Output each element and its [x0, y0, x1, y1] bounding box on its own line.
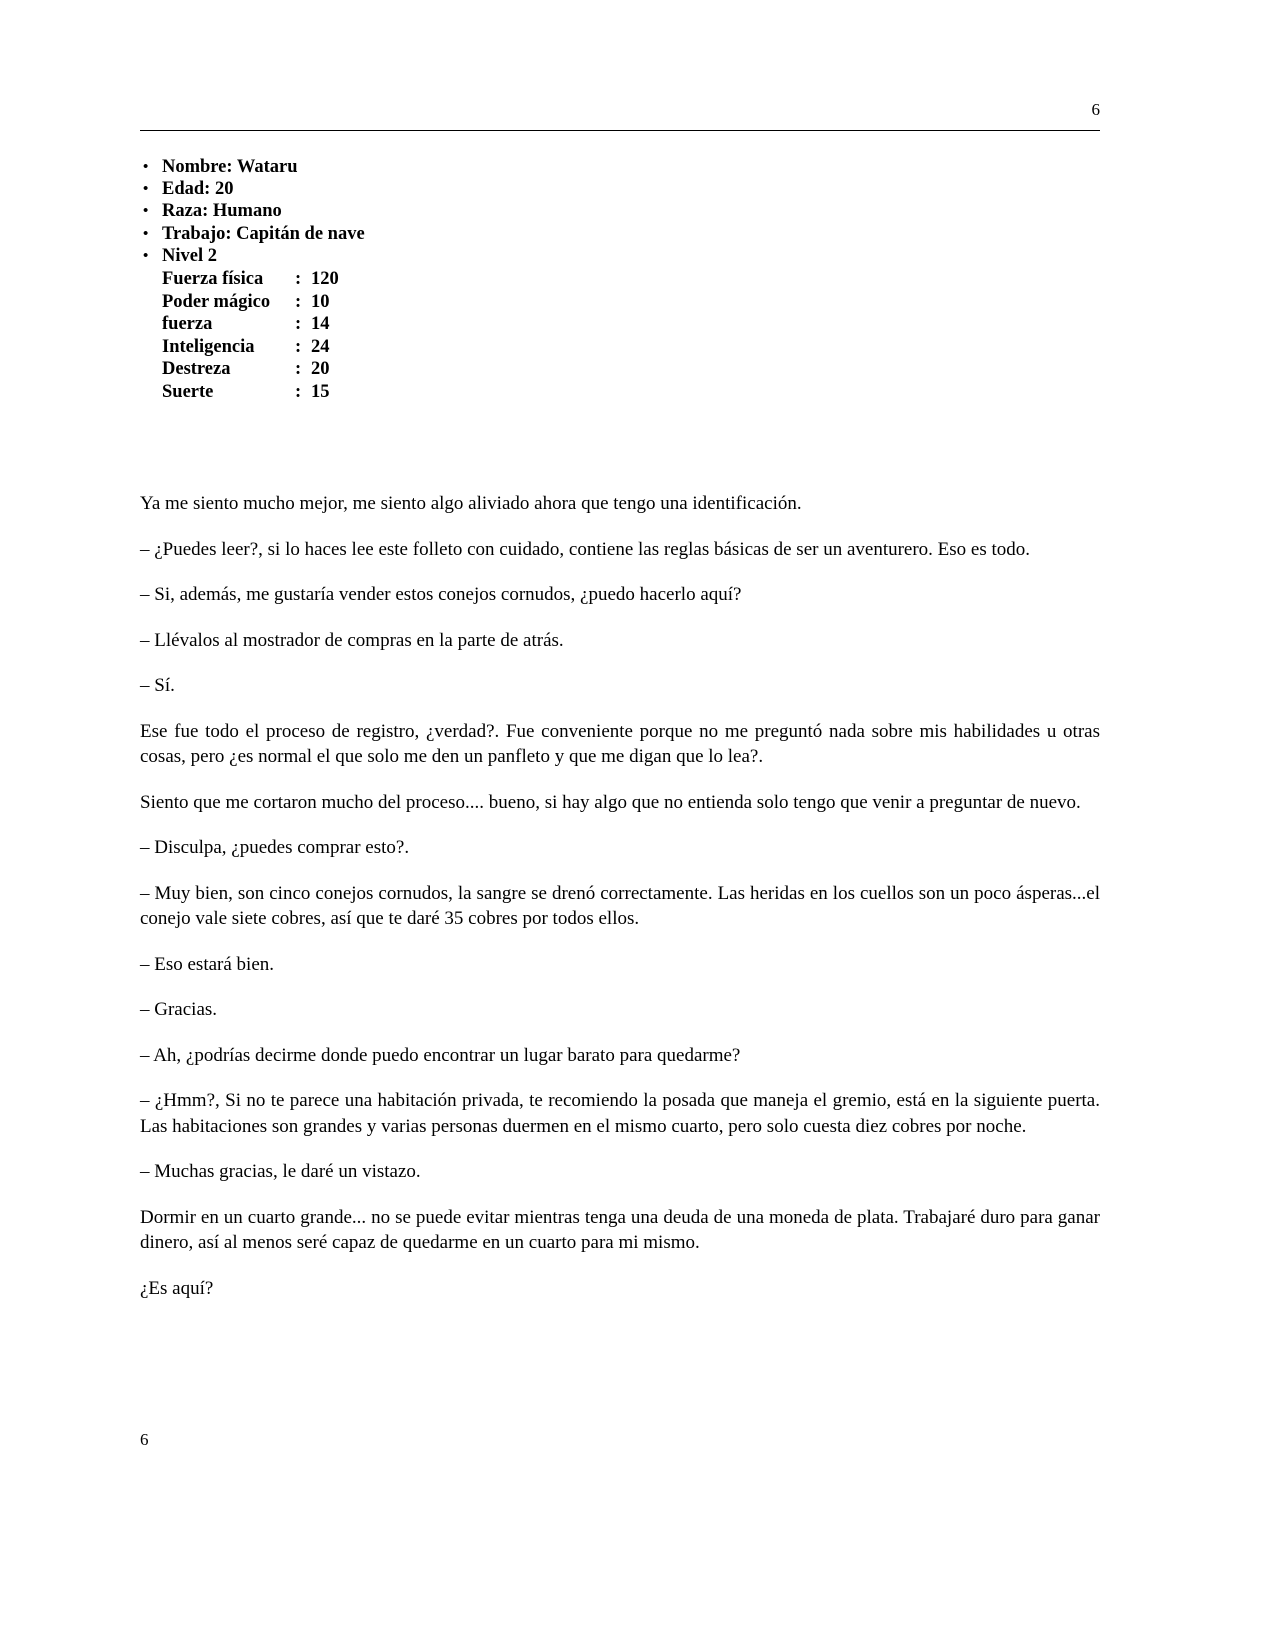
paragraph: – Muy bien, son cinco conejos cornudos, la sangre se drenó correctamente. Las heridas en los cuellos son un poco ásperas...el conejo vale siete cobres, así que te daré 35 cobres por todos ellos.: [140, 882, 1100, 930]
character-bullet-list: [140, 156, 1100, 267]
header-page-number: 6: [1091, 100, 1100, 119]
paragraph: Ese fue todo el proceso de registro, ¿verdad?. Fue conveniente porque no me preguntó nada sobre mis habilidades u otras cosas, pero ¿es normal el que solo me den un panfleto y que me digan que lo lea?.: [140, 720, 1100, 768]
paragraph: – Llévalos al mostrador de compras en la parte de atrás.: [140, 629, 564, 651]
stat-label: Destreza: [162, 359, 231, 380]
body-text: [140, 491, 1100, 1301]
stat-label: Suerte: [162, 381, 214, 402]
paragraph: – Disculpa, ¿puedes comprar esto?.: [140, 837, 410, 859]
header-divider: [140, 130, 1100, 131]
paragraph: – ¿Hmm?, Si no te parece una habitación privada, te recomiendo la posada que maneja el gremio, está en la siguiente puerta. Las habitaciones son grandes y varias personas duermen en el mismo cuarto, pero solo cuesta diez cobres por noche.: [140, 1090, 1100, 1137]
page-content: [140, 100, 1100, 1301]
list-item: • Nombre: Wataru: [140, 156, 1100, 178]
paragraph: – ¿Puedes leer?, si lo haces lee este folleto con cuidado, contiene las reglas básicas de ser un aventurero. Eso es todo.: [140, 538, 1031, 560]
stat-value: 120: [311, 269, 339, 290]
stat-value: 20: [311, 359, 330, 380]
paragraph: ¿Es aquí?: [140, 1277, 214, 1299]
stat-label: fuerza: [162, 314, 213, 335]
stat-label: Inteligencia: [162, 336, 255, 357]
stat-separator: :: [295, 314, 302, 335]
paragraph: – Si, además, me gustaría vender estos conejos cornudos, ¿puedo hacerlo aquí?: [140, 584, 742, 606]
stat-separator: :: [295, 269, 302, 290]
list-item: • Nivel 2: [140, 245, 1100, 267]
list-item: • Trabajo: Capitán de nave: [140, 223, 1100, 245]
stat-label: Poder mágico: [162, 291, 271, 312]
stat-value: 14: [311, 314, 330, 335]
footer-page-number: 6: [140, 1430, 149, 1449]
table-row: [162, 313, 1100, 336]
stat-value: 24: [311, 336, 330, 357]
stat-separator: :: [295, 336, 302, 357]
stat-separator: :: [295, 359, 302, 380]
stat-separator: :: [295, 291, 302, 312]
stat-separator: :: [295, 381, 302, 402]
stat-value: 15: [311, 381, 330, 402]
table-row: [162, 268, 1100, 291]
page-header: [140, 100, 1100, 134]
paragraph: – Sí.: [140, 675, 175, 697]
paragraph: – Gracias.: [140, 999, 218, 1021]
list-item: • Raza: Humano: [140, 200, 1100, 222]
stat-value: 10: [311, 291, 330, 312]
table-row: [162, 358, 1100, 381]
stat-label: Fuerza física: [162, 269, 264, 290]
table-row: [162, 291, 1100, 314]
paragraph: Dormir en un cuarto grande... no se puede evitar mientras tenga una deuda de una moneda de plata. Trabajaré duro para ganar dinero, así al menos seré capaz de quedarme en un cuarto para mi mismo.: [140, 1206, 1100, 1254]
character-sheet: [140, 156, 1100, 403]
list-item: • Edad: 20: [140, 178, 1100, 200]
paragraph: Siento que me cortaron mucho del proceso.... bueno, si hay algo que no entienda solo tengo que venir a preguntar de nuevo.: [140, 791, 1081, 813]
character-stats-table: [162, 268, 1100, 403]
paragraph: – Eso estará bien.: [140, 953, 275, 975]
paragraph: – Ah, ¿podrías decirme donde puedo encontrar un lugar barato para quedarme?: [140, 1044, 741, 1066]
paragraph: – Muchas gracias, le daré un vistazo.: [140, 1161, 421, 1183]
table-row: [162, 381, 1100, 404]
paragraph: Ya me siento mucho mejor, me siento algo aliviado ahora que tengo una identificación.: [140, 493, 802, 515]
table-row: [162, 336, 1100, 359]
